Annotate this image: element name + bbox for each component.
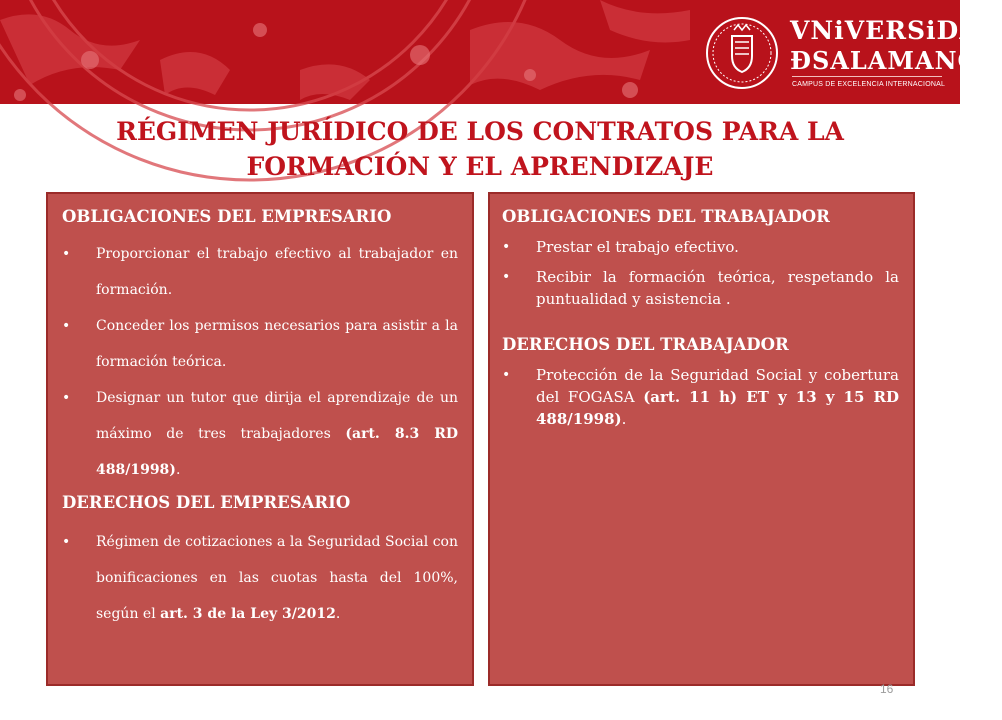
page-number: 16: [880, 682, 894, 696]
list-item-tail: .: [621, 410, 627, 428]
logo-tagline: CAMPUS DE EXCELENCIA INTERNACIONAL: [792, 81, 946, 88]
list-item-text: Recibir la formación teórica, respetando la puntualidad y asistencia .: [536, 268, 899, 308]
list-item-tail: .: [335, 606, 341, 622]
list-item-text: Régimen de cotizaciones a la Seguridad Social con bonificaciones en las cuotas hasta del 100%, según el: [96, 534, 458, 622]
employer-panel: [46, 192, 474, 686]
worker-rights-heading: DERECHOS DEL TRABAJADOR: [502, 335, 789, 354]
list-item: [502, 236, 899, 258]
list-item-text: Proporcionar el trabajo efectivo al trabajador en formación.: [96, 246, 458, 298]
worker-rights-list: [502, 364, 899, 430]
employer-rights-heading: DERECHOS DEL EMPRESARIO: [62, 493, 351, 512]
worker-panel: [488, 192, 915, 686]
employer-obligations-heading: OBLIGACIONES DEL EMPRESARIO: [62, 207, 392, 226]
list-item-text: Protección de la Seguridad Social y cobertura del FOGASA: [536, 366, 899, 406]
list-item-text: Conceder los permisos necesarios para asistir a la formación teórica.: [96, 318, 458, 370]
list-item: [62, 380, 458, 488]
list-item: [502, 266, 899, 310]
title-line-2: FORMACIÓN Y EL APRENDIZAJE: [246, 152, 714, 181]
employer-obligations-list: [62, 236, 458, 488]
list-item: [502, 364, 899, 430]
worker-obligations-heading: OBLIGACIONES DEL TRABAJADOR: [502, 207, 830, 226]
list-item-text: Prestar el trabajo efectivo.: [536, 238, 739, 256]
list-item: [62, 308, 458, 380]
logo-divider: [792, 76, 942, 77]
list-item-tail: .: [175, 462, 181, 478]
legal-reference: (art. 11 h) ET y 13 y 15 RD 488/1998): [536, 388, 899, 428]
title-line-1: RÉGIMEN JURÍDICO DE LOS CONTRATOS PARA LA: [116, 117, 844, 146]
university-seal-icon: [704, 12, 780, 94]
list-item: [62, 524, 458, 632]
employer-rights-list: [62, 524, 458, 632]
list-item: [62, 236, 458, 308]
header-banner: [0, 0, 1002, 104]
list-item-text: Designar un tutor que dirija el aprendizaje de un máximo de tres trabajadores: [96, 390, 458, 442]
legal-reference: art. 3 de la Ley 3/2012: [160, 606, 336, 622]
logo-line-1: VNiVERSiDAD: [790, 16, 1002, 45]
legal-reference: (art. 8.3 RD 488/1998): [96, 426, 459, 478]
logo-line-2: ÐSALAMANCA: [790, 46, 998, 75]
decorative-seal-pattern: [0, 0, 690, 104]
university-logo[interactable]: [700, 10, 1002, 96]
slide-title: [60, 114, 900, 184]
worker-obligations-list: [502, 236, 899, 310]
